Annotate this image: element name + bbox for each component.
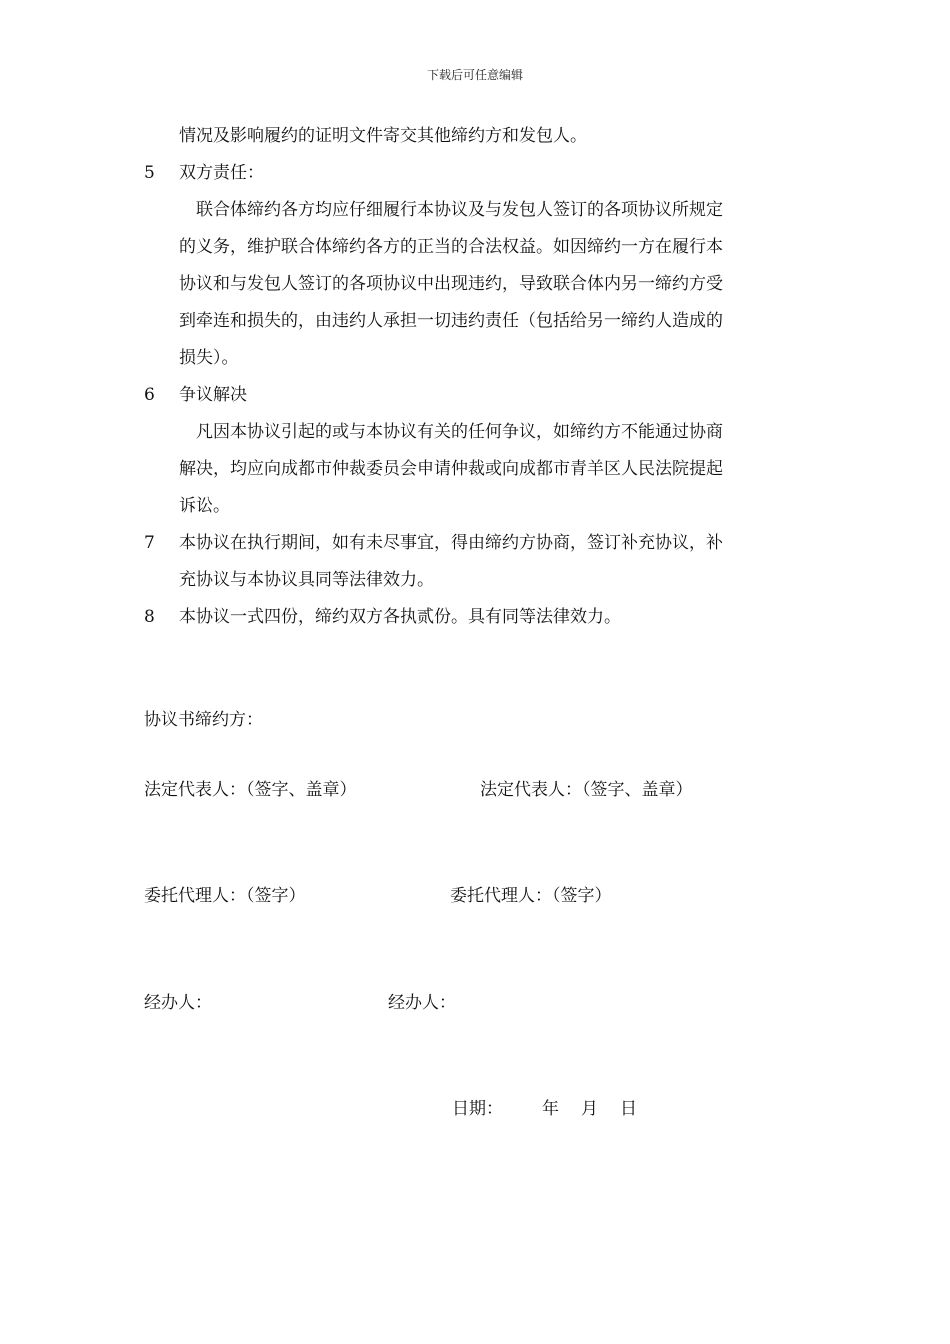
agent-left: 委托代理人：（签字） bbox=[144, 886, 306, 906]
clause-8-text: 本协议一式四份，缔约双方各执贰份。具有同等法律效力。 bbox=[179, 607, 621, 627]
clause-6-line: 凡因本协议引起的或与本协议有关的任何争议，如缔约方不能通过协商 bbox=[196, 422, 723, 442]
clause-6-line: 诉讼。 bbox=[179, 496, 230, 516]
clause-5-line: 协议和与发包人签订的各项协议中出现违约，导致联合体内另一缔约方受 bbox=[179, 274, 723, 294]
clause-number: 8 bbox=[144, 607, 155, 627]
date-year: 年 bbox=[542, 1099, 559, 1119]
clause-5-line: 损失）。 bbox=[179, 348, 239, 368]
clause-6-heading bbox=[144, 377, 814, 414]
parties-label: 协议书缔约方： bbox=[144, 710, 263, 730]
clause-title: 争议解决 bbox=[179, 385, 247, 405]
clause-number: 6 bbox=[144, 385, 155, 405]
clause-number: 7 bbox=[144, 533, 155, 553]
clause-7-line: 充协议与本协议具同等法律效力。 bbox=[179, 570, 434, 590]
date-day: 日 bbox=[620, 1099, 637, 1119]
handler-left: 经办人： bbox=[144, 993, 212, 1013]
clause-5-line: 到牵连和损失的，由违约人承担一切违约责任（包括给另一缔约人造成的 bbox=[179, 311, 723, 331]
legal-rep-right: 法定代表人：（签字、盖章） bbox=[480, 780, 693, 800]
clause-5-heading bbox=[144, 155, 814, 192]
date-label: 日期： bbox=[452, 1099, 503, 1119]
continuation-line: 情况及影响履约的证明文件寄交其他缔约方和发包人。 bbox=[179, 126, 587, 146]
handler-right: 经办人： bbox=[388, 993, 456, 1013]
agreement-body bbox=[144, 118, 814, 636]
clause-6-line: 解决，均应向成都市仲裁委员会申请仲裁或向成都市青羊区人民法院提起 bbox=[179, 459, 723, 479]
clause-number: 5 bbox=[144, 163, 155, 183]
clause-7 bbox=[144, 525, 814, 562]
clause-title: 双方责任： bbox=[179, 163, 264, 183]
agent-right: 委托代理人：（签字） bbox=[450, 886, 612, 906]
header-note: 下载后可任意编辑 bbox=[426, 68, 523, 82]
clause-8 bbox=[144, 599, 814, 636]
clause-5-line: 的义务，维护联合体缔约各方的正当的合法权益。如因缔约一方在履行本 bbox=[179, 237, 723, 257]
legal-rep-left: 法定代表人：（签字、盖章） bbox=[144, 780, 357, 800]
date-month: 月 bbox=[581, 1099, 598, 1119]
clause-5-line: 联合体缔约各方均应仔细履行本协议及与发包人签订的各项协议所规定 bbox=[196, 200, 723, 220]
clause-7-line: 本协议在执行期间，如有未尽事宜，得由缔约方协商，签订补充协议，补 bbox=[179, 533, 723, 553]
